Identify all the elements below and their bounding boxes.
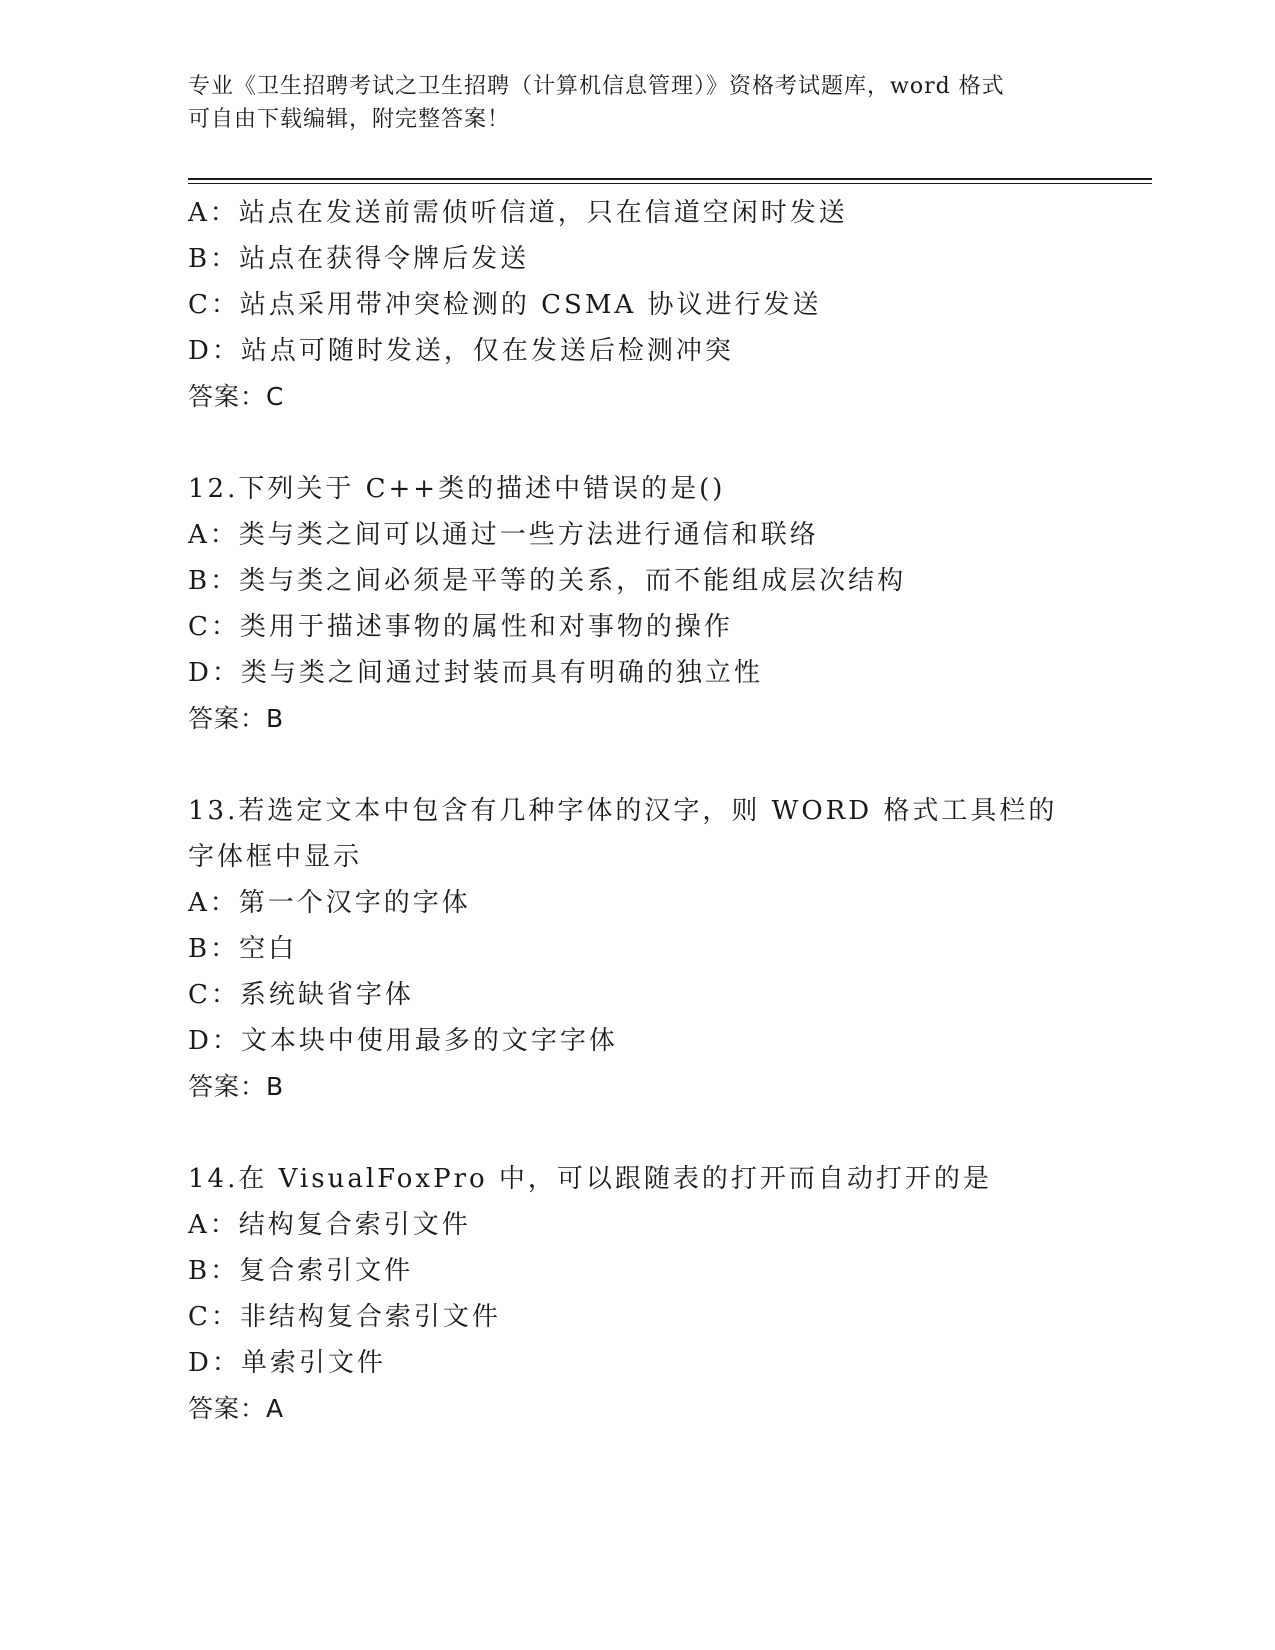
spacer xyxy=(188,742,1148,788)
option-c: C：站点采用带冲突检测的 CSMA 协议进行发送 xyxy=(188,290,822,320)
option-a: A：类与类之间可以通过一些方法进行通信和联络 xyxy=(188,520,819,550)
header-line-1: 专业《卫生招聘考试之卫生招聘（计算机信息管理）》资格考试题库，word 格式 xyxy=(188,74,1005,99)
question-text: 14.在 VisualFoxPro 中，可以跟随表的打开而自动打开的是 xyxy=(188,1164,992,1194)
question-text: 13.若选定文本中包含有几种字体的汉字，则 WORD 格式工具栏的字体框中显示 xyxy=(188,796,1058,872)
question-list xyxy=(188,190,1148,1432)
option-b: B：站点在获得令牌后发送 xyxy=(188,244,530,274)
answer: 答案：A xyxy=(188,1394,285,1423)
header-line-2: 可自由下载编辑，附完整答案！ xyxy=(188,107,511,132)
option-b: B：复合索引文件 xyxy=(188,1256,414,1286)
question-block-13 xyxy=(188,788,1148,1110)
option-c: C：系统缺省字体 xyxy=(188,980,414,1010)
document-header xyxy=(188,70,1088,136)
option-b: B：类与类之间必须是平等的关系，而不能组成层次结构 xyxy=(188,566,907,596)
option-d: D：单索引文件 xyxy=(188,1348,386,1378)
spacer xyxy=(188,1110,1148,1156)
option-a: A：第一个汉字的字体 xyxy=(188,888,471,918)
header-divider-thick xyxy=(188,178,1152,180)
option-d: D：类与类之间通过封装而具有明确的独立性 xyxy=(188,658,763,688)
option-c: C：非结构复合索引文件 xyxy=(188,1302,501,1332)
option-b: B：空白 xyxy=(188,934,298,964)
answer: 答案：B xyxy=(188,1072,285,1101)
answer: 答案：B xyxy=(188,704,285,733)
option-d: D：文本块中使用最多的文字字体 xyxy=(188,1026,618,1056)
option-c: C：类用于描述事物的属性和对事物的操作 xyxy=(188,612,733,642)
option-a: A：站点在发送前需侦听信道，只在信道空闲时发送 xyxy=(188,198,848,228)
question-block-12 xyxy=(188,466,1148,742)
question-block-11 xyxy=(188,190,1148,420)
question-block-14 xyxy=(188,1156,1148,1432)
option-a: A：结构复合索引文件 xyxy=(188,1210,471,1240)
spacer xyxy=(188,420,1148,466)
question-text: 12.下列关于 C++类的描述中错误的是() xyxy=(188,474,726,504)
header-divider-thin xyxy=(188,183,1152,184)
answer: 答案：C xyxy=(188,382,285,411)
option-d: D：站点可随时发送，仅在发送后检测冲突 xyxy=(188,336,734,366)
